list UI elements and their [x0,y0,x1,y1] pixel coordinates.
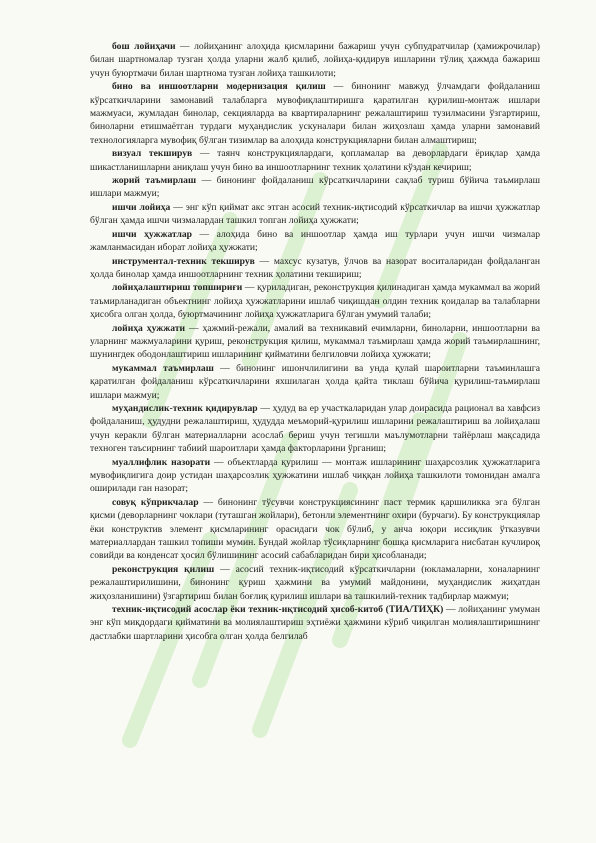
definition-entry [90,563,540,603]
definition-entry [90,201,540,228]
definition: — объектларда қурилиш — монтаж ишларининг шаҳарсозлик ҳужжатларига мувофиқлигига доир устидан шаҳарсозлик ҳужжатини ишлаб чиққан лойиҳа ташкилоти томонидан амалга оширилади ган назорат; [90,456,540,495]
term: совуқ кўприкчалар [112,496,199,508]
definition-entry [90,496,540,563]
definition-entry [90,456,540,496]
term: техник-иқтисодий асослар ёки техник-иқтисодий ҳисоб-китоб (ТИА/ТИҲК) [112,604,444,616]
term: инструментал-техник текширув [112,255,255,267]
definition: — махсус кузатув, ўлчов ва назорат воситаларидан фойдаланган ҳолда бинолар ҳамда иншоотларнинг техник ҳолатини текшириш; [90,255,540,280]
definition: — қуриладиган, реконструкция қилинадиган ҳамда мукаммал ва жорий таъмирланадиган объектнинг лойиҳа ҳужжатларини ишлаб чиқишдан олдин техник қоидалар ва талабларни ҳисобга олган ҳолда, буюртмачининг лойиҳа ҳужжатларига бўлган умумий талаби; [90,282,540,321]
definition-entry [90,603,540,643]
term: жорий таъмирлаш [112,175,197,187]
term: реконструкция қилиш [112,563,215,575]
term: бино ва иншоотларни модернизация қилиш [112,81,326,93]
term: визуал текширув [112,148,193,160]
definition: — лойиҳанинг алоҳида қисмларини бажариш учун субпудратчилар (ҳамижрочилар) билан шартномалар тузган ҳолда уларни жалб қилиб, лойиҳа-қидирув ишларини тўлиқ ҳажмда бажариш учун буюртмачи билан шартнома тузган лойиҳа ташкилоти; [90,41,540,79]
definition-entry [90,322,540,362]
term: мукаммал таъмирлаш [112,362,214,374]
definition-entry [90,281,540,321]
term: лойиҳа ҳужжати [112,322,185,334]
term: бош лойиҳачи [112,41,176,52]
definition-entry [90,228,540,255]
definition: — лойиҳанинг умуман энг кўп миқдордаги қийматини ва молиялаштириш эҳтиёжи ҳажмини кўриб чиқилган молиялаштиришнинг дастлабки шартларини ҳисобга олган ҳолда белгилаб [90,604,540,642]
definition: — бинонинг тўсувчи конструкциясининг паст термик қаршиликка эга бўлган қисми (деворларнинг чоклари (туташган жойлари), бетонли элементнинг охири (бурчаги). Бу конструкциялар ёки конструктив элемент қисмларининг орасидаги чок бўлиб, у анча юқори иссиқлик ўтказувчи материаллардан ташкил топиши мумин. Бундай жойлар тўсиқларнинг бошқа қисмларига нисбатан кучлироқ совийди ва конденсат ҳосил бўлишининг асосий сабабларидан бири ҳисобланади; [90,496,540,562]
document-body [90,40,540,643]
definition: — ҳудуд ва ер участкаларидан улар доирасида рационал ва хавфсиз фойдаланиш, ҳудудни режалаштириш, ҳудудда меъморий-қурилиш ишларини режалаштириш ва лойиҳалаш учун керакли бўлган материалларни асослаб бериш учун тегишли маълумотларни тайёрлаш мақсадида техноген таъсирнинг табиий шароитлари ҳамда факторларини ўрганиш; [90,402,540,455]
definition-entry [90,80,540,147]
term: муаллифлик назорати [112,456,211,468]
definition: — бинонинг фойдаланиш кўрсаткичларини сақлаб туриш бўйича таъмирлаш ишлари мажмуи; [90,175,541,200]
term: ишчи ҳужжатлар [112,228,193,240]
term: ишчи лойиҳа [112,201,171,213]
definition-entry [90,362,540,402]
definition: — бинонинг ишончлилигини ва унда қулай шароитларни таъминлашга қаратилган фойдаланиш кўрсаткичларини яхшилаган ҳолда қайта тиклаш бўйича қурилиш-таъмирлаш ишлари мажмуи; [90,362,540,401]
definition: — алоҳида бино ва иншоотлар ҳамда иш турлари учун ишчи чизмалар жамланмасидан иборат лойиҳа ҳужжати; [90,228,540,254]
definition: — энг кўп қиймат акс этган асосий техник-иқтисодий кўрсаткичлар ва ишчи ҳужжатлар бўлган ҳамда ишчи чизмалардан ташкил топган лойиҳа ҳужжати; [90,201,540,227]
term: лойиҳалаштириш топшириғи [112,282,243,294]
definition-entry [90,147,540,174]
definition-entry [90,402,540,456]
definition-entry [90,174,540,201]
definition: — таянч конструкциялардаги, қопламалар ва деворлардаги ёриқлар ҳамда шикастланишларни аниқлаш учун бино ва иншоотларнинг техник ҳолатини кўздан кечириш; [90,148,540,173]
definition-entry [90,40,540,80]
definition: — асосий техник-иқтисодий кўрсаткичларни (юкламаларни, хоналарнинг режалаштирилишини, бинонинг қуриш ҳажмини ва умумий майдонини, муҳандислик жиҳатдан жиҳозланишини) ўзгартириш билан боғлиқ қурилиш ишлари ва ташкилий-техник тадбирлар мажмуи; [90,563,540,602]
term: муҳандислик-техник қидирувлар [112,402,258,414]
definition-entry [90,255,540,282]
definition: — бинонинг мавжуд ўлчамдаги фойдаланиш кўрсаткичларини замонавий талабларга мувофиқлаштиришга қаратилган қурилиш-монтаж ишлари мажмуаси, жумладан бинолар, секцияларда ва квартираларнинг режалаштириш тузилмасини ўзгартириш, биноларни етишмаётган турдаги муҳандислик ускуналари билан жиҳозлаш ҳамда уларни замонавий технологияларга мувофиқ бўлган тизимлар ва алоҳида конструкцияларни билан алмаштириш; [90,81,541,146]
definition: — ҳажмий-режали, амалий ва техникавий ечимларни, биноларни, иншоотларни ва уларнинг мажмуаларини қуриш, реконструкция қилиш, мукаммал таъмирлаш ҳамда жорий таъмирлашнинг, шунингдек ободонлаштириш ишларининг қийматини белгиловчи лойиҳа ҳужжати; [90,322,540,361]
